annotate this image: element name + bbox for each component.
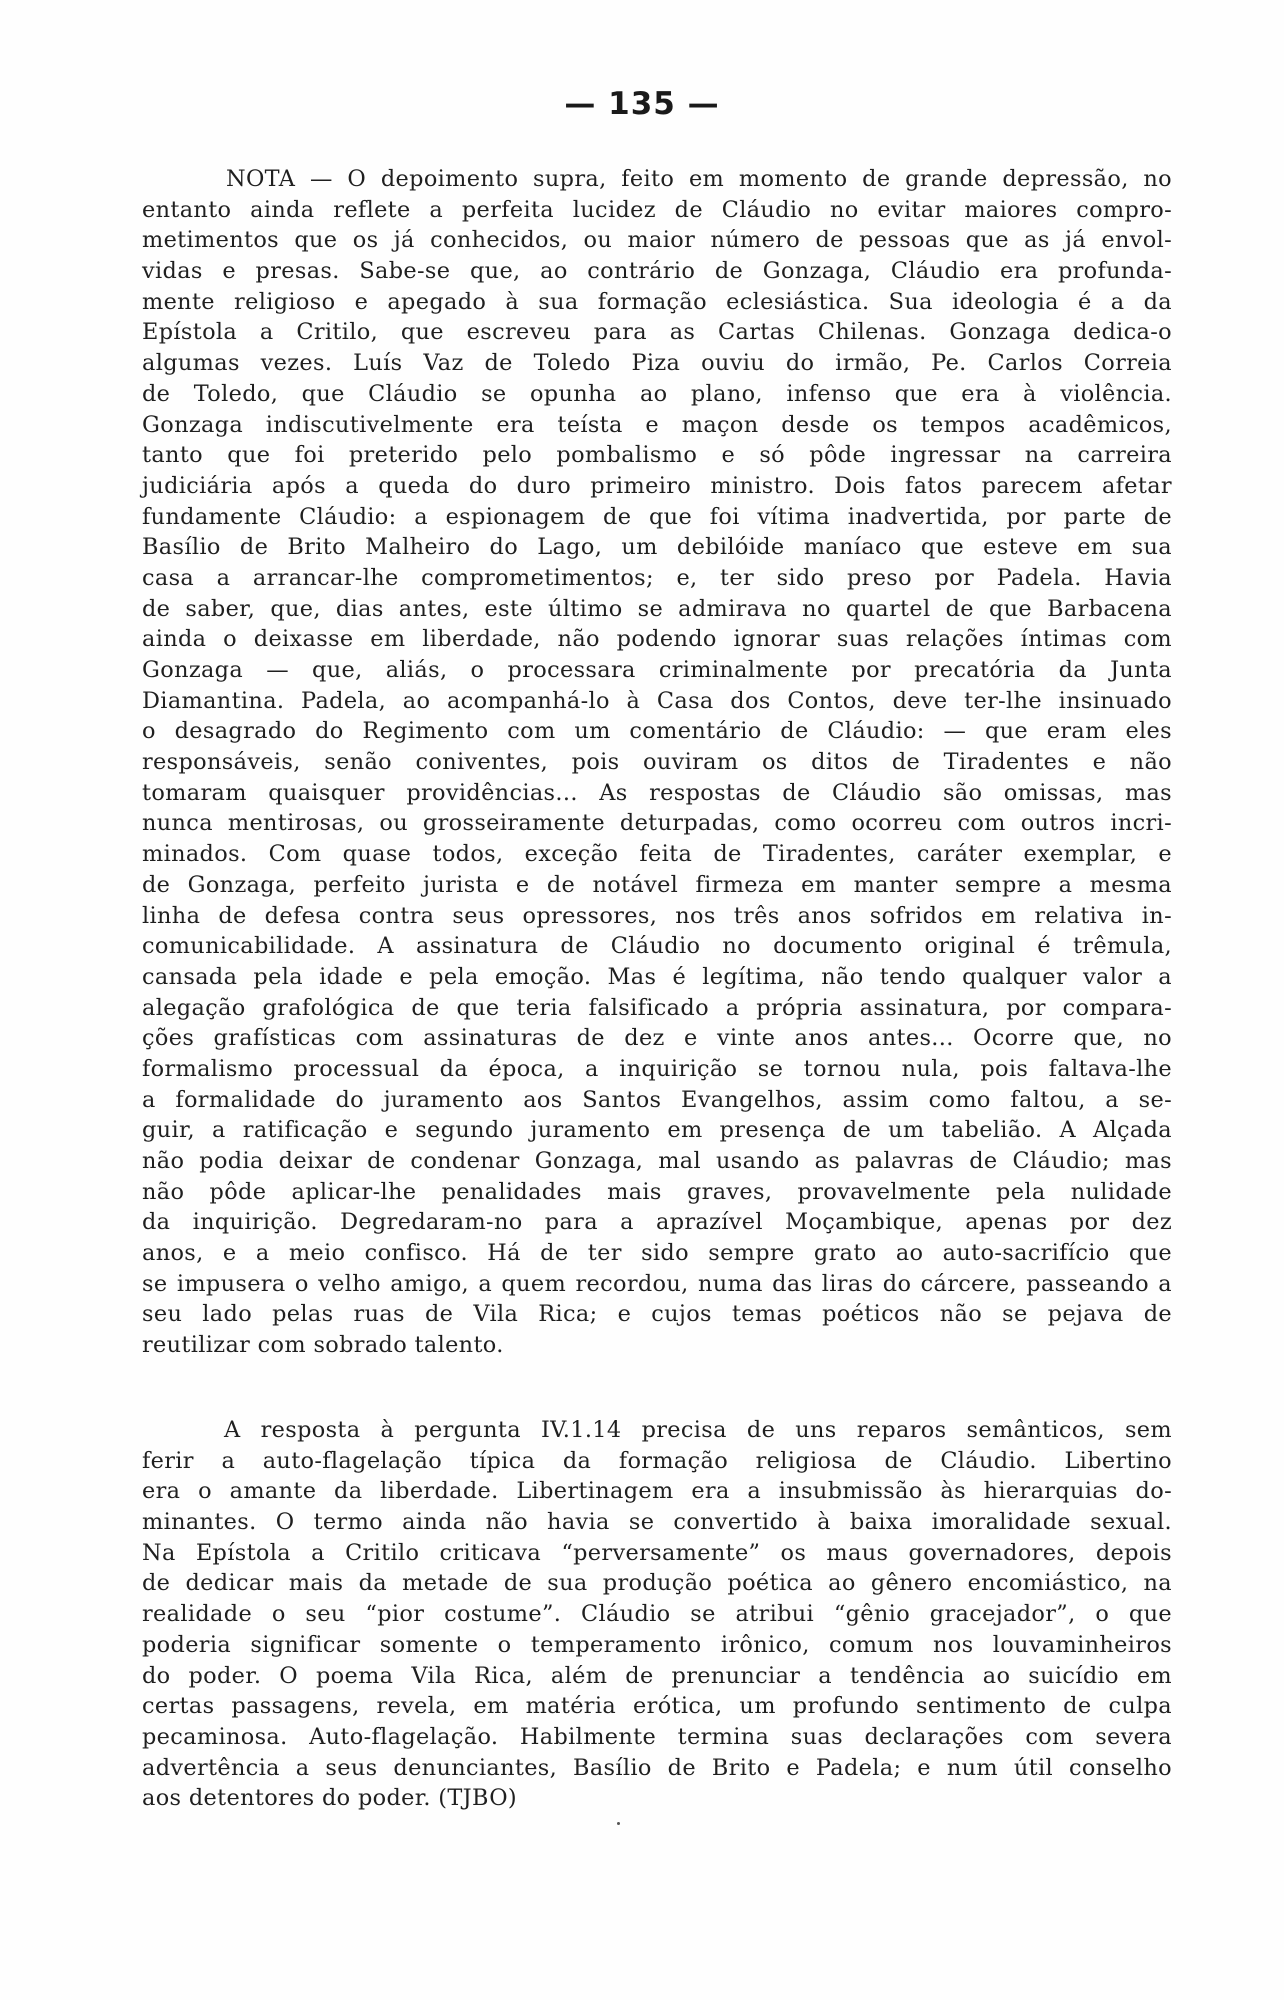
ink-speck xyxy=(617,1822,620,1825)
note-line: fundamente Cláudio: a espionagem de que foi vítima inadvertida, por parte de xyxy=(142,503,1172,530)
reply-line: do poder. O poema Vila Rica, além de prenunciar a tendência ao suicídio em xyxy=(142,1662,1172,1689)
reply-line: ferir a auto-flagelação típica da formação religiosa de Cláudio. Libertino xyxy=(142,1447,1172,1474)
note-paragraph xyxy=(142,164,1172,1361)
note-line: de Toledo, que Cláudio se opunha ao plano, infenso que era à violência. xyxy=(142,380,1172,407)
note-line: Diamantina. Padela, ao acompanhá-lo à Casa dos Contos, deve ter-lhe insinuado xyxy=(142,687,1172,714)
reply-paragraph xyxy=(142,1415,1172,1814)
note-line: algumas vezes. Luís Vaz de Toledo Piza ouviu do irmão, Pe. Carlos Correia xyxy=(142,350,1172,377)
note-line: o desagrado do Regimento com um comentário de Cláudio: — que eram eles xyxy=(142,718,1172,745)
reply-line: poderia significar somente o temperamento irônico, comum nos louvaminheiros xyxy=(142,1631,1172,1658)
note-line: de Gonzaga, perfeito jurista e de notável firmeza em manter sempre a mesma xyxy=(142,871,1172,898)
note-line: entanto ainda reflete a perfeita lucidez de Cláudio no evitar maiores compro- xyxy=(142,196,1172,223)
note-line: minados. Com quase todos, exceção feita de Tiradentes, caráter exemplar, e xyxy=(142,841,1172,868)
note-line: comunicabilidade. A assinatura de Cláudio no documento original é trêmula, xyxy=(142,933,1172,960)
note-line: da inquirição. Degredaram-no para a aprazível Moçambique, apenas por dez xyxy=(142,1209,1172,1236)
note-line: se impusera o velho amigo, a quem recordou, numa das liras do cárcere, passeando a xyxy=(142,1270,1172,1297)
note-line: casa a arrancar-lhe comprometimentos; e, ter sido preso por Padela. Havia xyxy=(142,564,1172,591)
reply-line: pecaminosa. Auto-flagelação. Habilmente termina suas declarações com severa xyxy=(142,1723,1172,1750)
note-line: responsáveis, senão coniventes, pois ouviram os ditos de Tiradentes e não xyxy=(142,749,1172,776)
note-line: linha de defesa contra seus opressores, nos três anos sofridos em relativa in- xyxy=(142,902,1172,929)
reply-line: de dedicar mais da metade de sua produção poética ao gênero encomiástico, na xyxy=(142,1570,1172,1597)
note-line: judiciária após a queda do duro primeiro ministro. Dois fatos parecem afetar xyxy=(142,472,1172,499)
reply-line: certas passagens, revela, em matéria erótica, um profundo sentimento de culpa xyxy=(142,1693,1172,1720)
note-line: Gonzaga — que, aliás, o processara criminalmente por precatória da Junta xyxy=(142,657,1172,683)
note-line: não pôde aplicar-lhe penalidades mais graves, provavelmente pela nulidade xyxy=(142,1178,1172,1205)
reply-line: advertência a seus denunciantes, Basílio de Brito e Padela; e num útil conselho xyxy=(142,1754,1172,1781)
page-number: — 135 — xyxy=(564,86,720,122)
note-line: seu lado pelas ruas de Vila Rica; e cujos temas poéticos não se pejava de xyxy=(142,1301,1172,1328)
note-line: guir, a ratificação e segundo juramento em presença de um tabelião. A Alçada xyxy=(142,1117,1172,1144)
note-line: reutilizar com sobrado talento. xyxy=(142,1332,504,1359)
note-line: tomaram quaisquer providências... As respostas de Cláudio são omissas, mas xyxy=(142,779,1172,806)
reply-line: realidade o seu “pior costume”. Cláudio se atribui “gênio gracejador”, o que xyxy=(142,1601,1172,1628)
note-line: anos, e a meio confisco. Há de ter sido sempre grato ao auto-sacrifício que xyxy=(142,1240,1172,1267)
note-line: tanto que foi preterido pelo pombalismo e só pôde ingressar na carreira xyxy=(142,442,1172,469)
note-line: formalismo processual da época, a inquirição se tornou nula, pois faltava-lhe xyxy=(142,1055,1172,1082)
note-line: alegação grafológica de que teria falsificado a própria assinatura, por compara- xyxy=(142,994,1172,1021)
reply-line: era o amante da liberdade. Libertinagem era a insubmissão às hierarquias do- xyxy=(142,1478,1172,1505)
reply-line: minantes. O termo ainda não havia se convertido à baixa imoralidade sexual. xyxy=(142,1509,1172,1536)
note-line: Epístola a Critilo, que escreveu para as Cartas Chilenas. Gonzaga dedica-o xyxy=(142,319,1172,346)
note-line: não podia deixar de condenar Gonzaga, mal usando as palavras de Cláudio; mas xyxy=(142,1148,1172,1174)
note-line: ções grafísticas com assinaturas de dez e vinte anos antes... Ocorre que, no xyxy=(142,1025,1172,1052)
note-line: Basílio de Brito Malheiro do Lago, um debilóide maníaco que esteve em sua xyxy=(142,534,1172,561)
note-line: Gonzaga indiscutivelmente era teísta e maçon desde os tempos acadêmicos, xyxy=(142,411,1172,438)
note-line: nunca mentirosas, ou grosseiramente deturpadas, como ocorreu com outros incri- xyxy=(142,810,1172,837)
note-line: cansada pela idade e pela emoção. Mas é legítima, não tendo qualquer valor a xyxy=(142,963,1172,990)
note-line: ainda o deixasse em liberdade, não podendo ignorar suas relações íntimas com xyxy=(142,626,1172,653)
reply-line: Na Epístola a Critilo criticava “perversamente” os maus governadores, depois xyxy=(142,1539,1172,1566)
note-line: de saber, que, dias antes, este último se admirava no quartel de que Barbacena xyxy=(142,595,1172,622)
note-line: NOTA — O depoimento supra, feito em momento de grande depressão, no xyxy=(226,166,1172,192)
reply-line: A resposta à pergunta IV.1.14 precisa de uns reparos semânticos, sem xyxy=(224,1417,1172,1443)
note-line: metimentos que os já conhecidos, ou maior número de pessoas que as já envol- xyxy=(142,227,1172,254)
note-line: a formalidade do juramento aos Santos Evangelhos, assim como faltou, a se- xyxy=(142,1086,1172,1113)
reply-line: aos detentores do poder. (TJBO) xyxy=(142,1785,517,1812)
note-line: vidas e presas. Sabe-se que, ao contrário de Gonzaga, Cláudio era profunda- xyxy=(142,258,1172,285)
note-line: mente religioso e apegado à sua formação eclesiástica. Sua ideologia é a da xyxy=(142,288,1172,315)
